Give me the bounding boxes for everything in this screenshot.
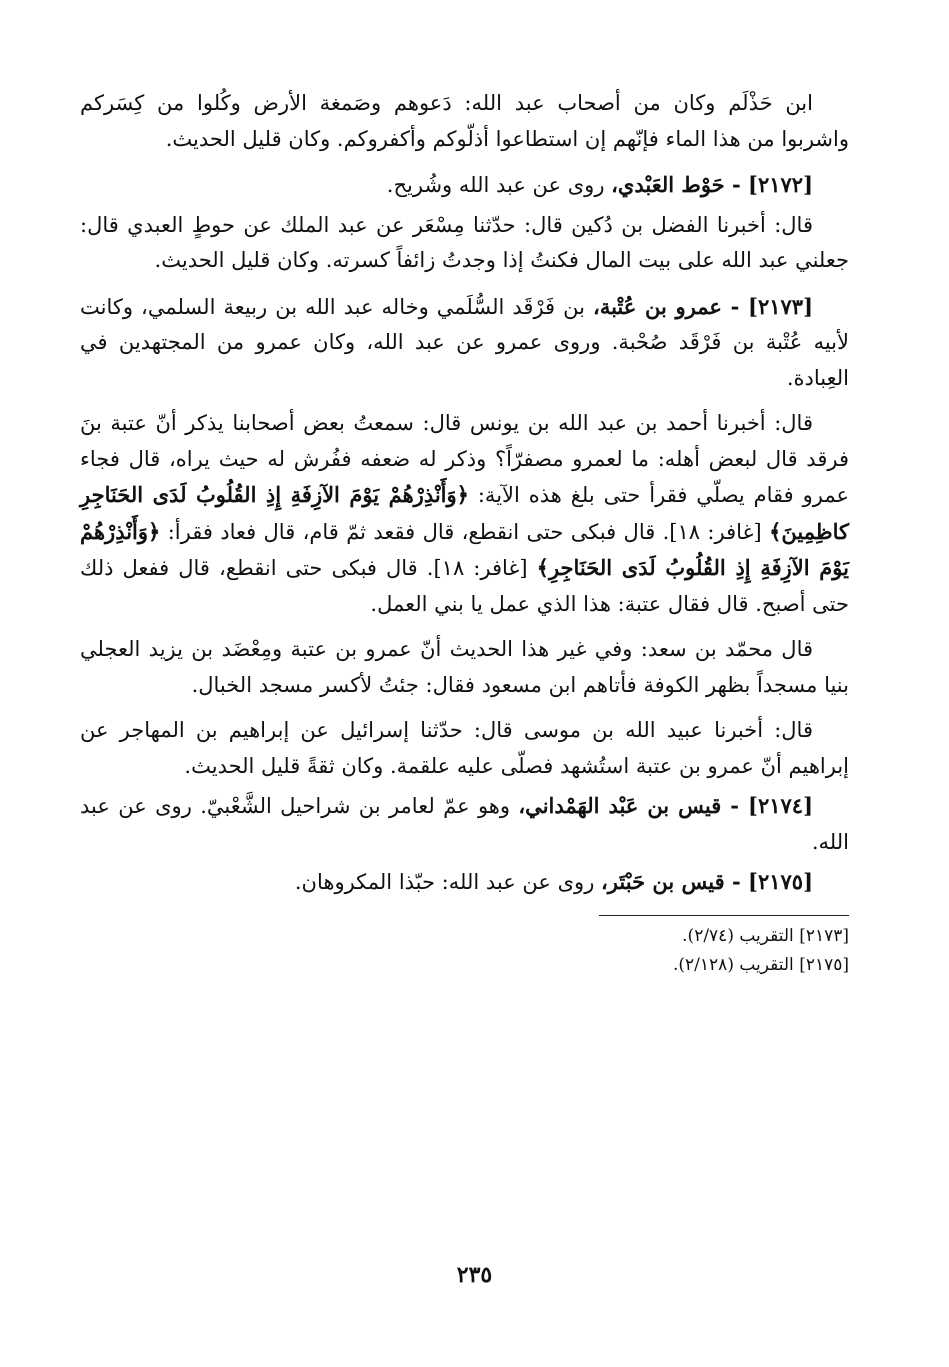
entry-2174 [80, 788, 849, 860]
paragraph-ubaydullah [80, 713, 849, 784]
paragraph-hawt-narration [80, 208, 849, 279]
entry-2173 [80, 289, 849, 397]
paragraph-amr-narration [80, 406, 849, 622]
quran-verse: ﴿وَأَنْذِرْهُمْ يَوْمَ الآزِفَةِ إِذِ القُلُوبُ لَدَى الحَنَاجِرِ﴾ [80, 518, 849, 580]
entry-text: روى عن عبد الله وشُريح. [386, 173, 605, 197]
footnote-2173: [٢١٧٣] التقريب (٢/٧٤). [682, 925, 849, 946]
paragraph-text: [غافر: ١٨]. قال فبكى حتى انقطع، قال ففعل ذلك حتى أصبح. قال فقال عتبة: هذا الذي عمل يا بني العمل. [80, 556, 849, 616]
entry-2172 [80, 167, 849, 204]
quran-verse: ﴿وَأَنْذِرْهُمْ يَوْمَ الآزِفَةِ إِذِ القُلُوبُ لَدَى الحَنَاجِرِ كاظِمِينَ﴾ [80, 482, 849, 544]
paragraph-text: قال: أخبرنا عبيد الله بن موسى قال: حدّثنا إسرائيل عن إبراهيم بن المهاجر عن إبراهيم أنّ عمرو بن عتبة استُشهد فصلّى عليه علقمة. وكان ثقةً قليل الحديث. [80, 718, 849, 778]
paragraph-text: قال: أخبرنا الفضل بن دُكين قال: حدّثنا مِسْعَر عن عبد الملك عن حوطٍ العبدي قال: جعلني عبد الله على بيت المال فكنتُ إذا وجدتُ زائفاً كسرته. وكان قليل الحديث. [80, 212, 849, 272]
paragraph-text: [غافر: ١٨]. قال فبكى حتى انقطع، قال فقعد ثمّ قام، قال فعاد فقرأ: [167, 519, 762, 544]
entry-2175 [80, 864, 849, 901]
entry-heading: [٢١٧٥] - قيس بن حَبْتَر، [601, 869, 813, 894]
paragraph-text: قال محمّد بن سعد: وفي غير هذا الحديث أنّ عمرو بن عتبة ومِعْضَد بن يزيد العجلي بنيا مسجداً بظهر الكوفة فأتاهم ابن مسعود فقال: جئتُ لأكسر مسجد الخبال. [80, 637, 849, 697]
paragraph-text: ابن حَذْلَم وكان من أصحاب عبد الله: دَعوهم وصَمغة الأرض وكُلوا من كِسَركم واشربوا من هذا الماء فإنّهم إن استطاعوا أذلّوكم وأكفروكم. وكان قليل الحديث. [80, 91, 849, 151]
entry-text: روى عن عبد الله: حبّذا المكروهان. [294, 870, 595, 894]
entry-text: بن فَرْقَد السُّلَمي وخاله عبد الله بن ربيعة السلمي، وكانت لأبيه عُتْبة بن فَرْقَد صُحْبة. وروى عمرو عن عبد الله، وكان عمرو من المجتهدين في العِبادة. [80, 294, 849, 390]
document-page [80, 86, 849, 1307]
paragraph-ibn-saad [80, 632, 849, 703]
footnote-divider [599, 915, 849, 916]
entry-heading: [٢١٧٢] - حَوْط العَبْدي، [611, 172, 813, 197]
entry-heading: [٢١٧٣] - عمرو بن عُتْبة، [593, 293, 813, 319]
footnote-2175: [٢١٧٥] التقريب (٢/١٢٨). [673, 954, 849, 975]
paragraph-intro [80, 86, 849, 157]
entry-heading: [٢١٧٤] - قيس بن عَبْد الهَمْداني، [518, 793, 814, 818]
paragraph-text: قال: أخبرنا أحمد بن عبد الله بن يونس قال: سمعتُ بعض أصحابنا يذكر أنّ عتبة بنَ فرقد قال لبعض أهله: ما لعمرو مصفرّاً؟ وذكر له ضعفه ففُرش له حيث يراه، قال فجاء عمرو فقام يصلّي فقرأ حتى بلغ هذه الآية: [80, 411, 849, 507]
page-number: ٢٣٥ [456, 1262, 493, 1288]
entry-text: وهو عمّ لعامر بن شراحيل الشَّعْبيّ. روى عن عبد الله. [80, 794, 849, 854]
